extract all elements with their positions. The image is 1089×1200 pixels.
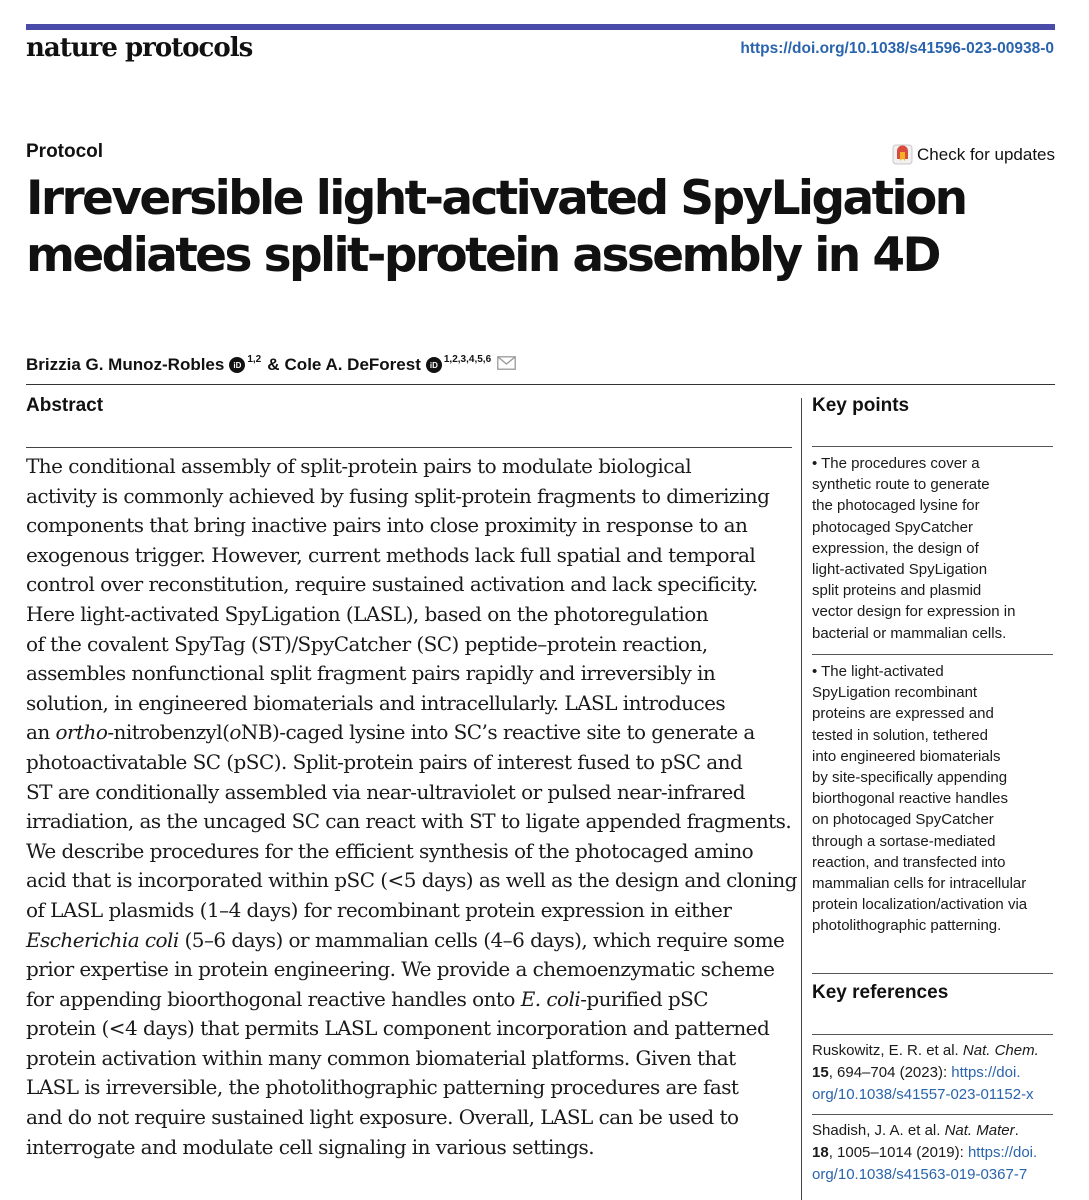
orcid-icon[interactable]: iD xyxy=(229,357,245,373)
abstract-italic-run: E. coli xyxy=(520,986,581,1011)
key-point-line: split proteins and plasmid xyxy=(812,582,982,600)
abstract-line: We describe procedures for the efficient synthesis of the photocaged amino xyxy=(26,838,754,863)
abstract-text-run: NB)-caged lysine into SC’s reactive site to generate a xyxy=(240,720,755,745)
key-point-line: proteins are expressed and xyxy=(812,705,994,723)
author-divider xyxy=(26,384,1055,385)
key-point-line: vector design for expression in xyxy=(812,603,1016,621)
abstract-line xyxy=(26,985,796,1015)
check-updates-icon xyxy=(892,144,913,165)
reference-pages: , 1005–1014 (2019): xyxy=(828,1143,968,1161)
key-point-line: synthetic route to generate xyxy=(812,476,990,494)
key-point-line: tested in solution, tethered xyxy=(812,726,988,744)
key-point-line: biorthogonal reactive handles xyxy=(812,790,1008,808)
key-point-line: expression, the design of xyxy=(812,539,979,557)
abstract-italic-run: Escherichia coli xyxy=(26,927,179,952)
reference-line xyxy=(812,1120,1052,1142)
author-name[interactable]: Brizzia G. Munoz-Robles xyxy=(26,355,225,374)
key-point-line: through a sortase-mediated xyxy=(812,832,996,850)
abstract-line xyxy=(26,718,796,748)
header-accent-bar xyxy=(26,24,1055,30)
abstract-line: exogenous trigger. However, current methods lack full spatial and temporal xyxy=(26,542,756,567)
title-line-2: mediates split-protein assembly in 4D xyxy=(26,228,939,283)
reference-punct: . xyxy=(1014,1122,1019,1139)
reference-doi-link[interactable]: org/10.1038/s41563-019-0367-7 xyxy=(812,1165,1028,1183)
key-point-line: • The procedures cover a xyxy=(812,455,980,472)
abstract-line: photoactivatable SC (pSC). Split-protein pairs of interest fused to pSC and xyxy=(26,749,743,774)
abstract-italic-run: ortho xyxy=(55,720,108,745)
abstract-text-run: an xyxy=(26,720,56,745)
abstract-line: components that bring inactive pairs into close proximity in response to an xyxy=(26,513,748,538)
reference-pages: , 694–704 (2023): xyxy=(828,1063,952,1081)
abstract-line: assembles nonfunctional split fragment pairs rapidly and irreversibly in xyxy=(26,661,716,686)
abstract-line: solution, in engineered biomaterials and intracellularly. LASL introduces xyxy=(26,690,726,715)
reference-line xyxy=(812,1164,1052,1186)
abstract-line: The conditional assembly of split-protein pairs to modulate biological xyxy=(26,454,692,478)
abstract-line: control over reconstitution, require sustained activation and lack specificity. xyxy=(26,572,758,597)
key-references-heading: Key references xyxy=(812,982,949,1003)
abstract-line: and do not require sustained light exposure. Overall, LASL can be used to xyxy=(26,1105,739,1130)
journal-name: nature protocols xyxy=(26,33,253,63)
article-title xyxy=(26,170,1046,284)
key-point-item xyxy=(812,453,1052,644)
key-point-line: photocaged SpyCatcher xyxy=(812,518,973,536)
key-point-line: photolithographic patterning. xyxy=(812,917,1002,935)
abstract-line: protein (<4 days) that permits LASL component incorporation and patterned xyxy=(26,1016,770,1041)
key-point-line: SpyLigation recombinant xyxy=(812,684,978,702)
reference-line xyxy=(812,1040,1052,1062)
author-list xyxy=(26,355,516,375)
reference-doi-link[interactable]: https://doi. xyxy=(951,1063,1021,1081)
key-point-line: reaction, and transfected into xyxy=(812,853,1006,871)
abstract-line: ST are conditionally assembled via near-ultraviolet or pulsed near-infrared xyxy=(26,779,746,804)
abstract-line xyxy=(26,926,796,956)
abstract-line: prior expertise in protein engineering. We provide a chemoenzymatic scheme xyxy=(26,957,775,982)
abstract-body xyxy=(26,452,796,1162)
abstract-text-run: -nitrobenzyl( xyxy=(107,720,230,745)
author-affiliations[interactable]: 1,2 xyxy=(247,353,262,365)
column-divider xyxy=(801,398,802,1200)
abstract-line: of the covalent SpyTag (ST)/SpyCatcher (SC) peptide–protein reaction, xyxy=(26,631,708,656)
key-point-line: mammalian cells for intracellular xyxy=(812,875,1027,893)
key-point-line: into engineered biomaterials xyxy=(812,747,1001,765)
reference-volume: 18 xyxy=(812,1143,829,1161)
title-line-1: Irreversible light-activated SpyLigation xyxy=(26,171,966,226)
reference-item xyxy=(812,1120,1052,1185)
abstract-line: protein activation within many common biomaterial platforms. Given that xyxy=(26,1045,736,1070)
key-point-line: • The light-activated xyxy=(812,663,944,680)
key-point-line: on photocaged SpyCatcher xyxy=(812,811,994,829)
abstract-text-run: for appending bioorthogonal reactive handles onto xyxy=(26,986,521,1011)
abstract-line: irradiation, as the uncaged SC can react with ST to ligate appended fragments. xyxy=(26,809,792,834)
key-references-divider xyxy=(812,973,1053,974)
key-points-divider xyxy=(812,446,1053,447)
abstract-line: interrogate and modulate cell signaling in various settings. xyxy=(26,1134,594,1159)
reference-line xyxy=(812,1062,1052,1084)
author-separator: & xyxy=(267,355,280,374)
reference-doi-link[interactable]: https://doi. xyxy=(967,1143,1038,1161)
doi-link[interactable]: https://doi.org/10.1038/s41596-023-00938-0 xyxy=(740,40,1054,57)
mail-icon[interactable] xyxy=(497,355,516,375)
key-points-divider xyxy=(812,654,1053,655)
author-affiliations[interactable]: 1,2,3,4,5,6 xyxy=(443,353,492,365)
abstract-heading: Abstract xyxy=(26,395,104,416)
abstract-line: acid that is incorporated within pSC (<5 days) as well as the design and cloning xyxy=(26,868,797,893)
article-type-label: Protocol xyxy=(26,141,104,162)
key-point-item xyxy=(812,661,1052,937)
key-point-line: the photocaged lysine for xyxy=(812,497,980,515)
abstract-text-run: (5–6 days) or mammalian cells (4–6 days), which require some xyxy=(178,927,785,952)
reference-line xyxy=(812,1084,1052,1106)
reference-item xyxy=(812,1040,1052,1105)
reference-journal: Nat. Mater xyxy=(944,1122,1015,1139)
check-for-updates-button[interactable] xyxy=(892,144,1055,165)
key-point-line: by site-specifically appending xyxy=(812,769,1008,787)
key-point-line: light-activated SpyLigation xyxy=(812,561,988,579)
abstract-italic-run: o xyxy=(229,720,241,745)
check-updates-label: Check for updates xyxy=(917,144,1055,164)
key-references-divider xyxy=(812,1114,1053,1115)
abstract-line: activity is commonly achieved by fusing split-protein fragments to dimerizing xyxy=(26,483,770,508)
key-point-line: bacterial or mammalian cells. xyxy=(812,624,1007,642)
reference-volume: 15 xyxy=(812,1063,829,1081)
orcid-icon[interactable]: iD xyxy=(426,357,442,373)
reference-authors: Ruskowitz, E. R. et al. xyxy=(812,1042,963,1059)
abstract-line: of LASL plasmids (1–4 days) for recombinant protein expression in either xyxy=(26,897,732,922)
abstract-line: Here light-activated SpyLigation (LASL), based on the photoregulation xyxy=(26,601,709,626)
abstract-line: LASL is irreversible, the photolithographic patterning procedures are fast xyxy=(26,1075,739,1100)
key-references-divider xyxy=(812,1034,1053,1035)
reference-doi-link[interactable]: org/10.1038/s41557-023-01152-x xyxy=(812,1085,1034,1103)
abstract-divider xyxy=(26,447,792,448)
reference-authors: Shadish, J. A. et al. xyxy=(812,1122,945,1139)
author-name[interactable]: Cole A. DeForest xyxy=(284,355,421,374)
key-point-line: protein localization/activation via xyxy=(812,896,1028,914)
abstract-text-run: -purified pSC xyxy=(580,986,709,1011)
reference-line xyxy=(812,1142,1052,1164)
key-points-heading: Key points xyxy=(812,395,910,416)
reference-journal: Nat. Chem. xyxy=(962,1042,1039,1059)
